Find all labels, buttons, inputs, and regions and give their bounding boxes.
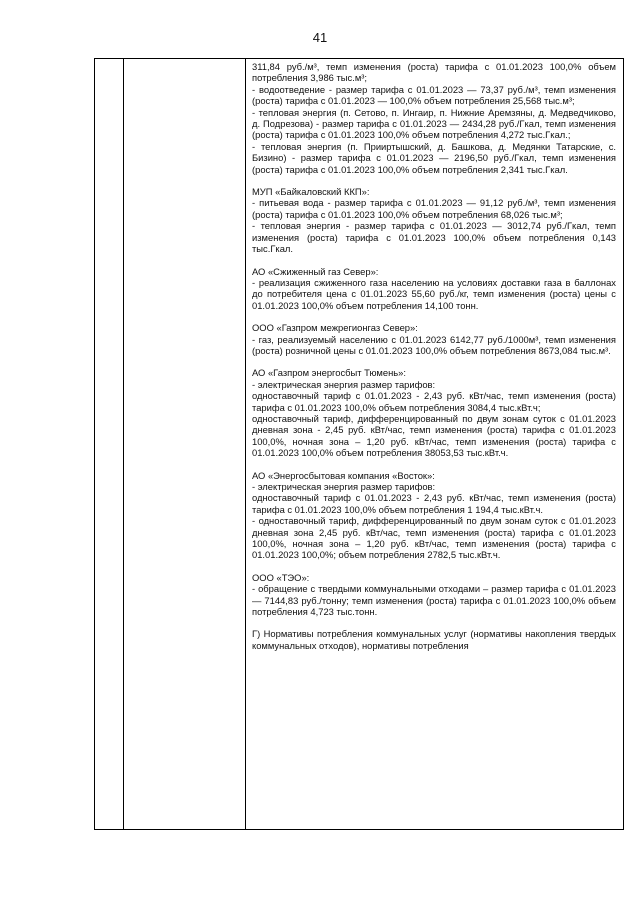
paragraph: АО «Газпром энергосбыт Тюмень»:: [252, 367, 406, 379]
paragraph: - газ, реализуемый населению с 01.01.2023 6142,77 руб./1000м³, темп изменения (роста) розничной цены с 01.01.2023 100,0% объем потребления 8673,084 тыс.м³.: [252, 333, 616, 356]
column-divider: [245, 59, 246, 829]
table-cell-content: [252, 61, 616, 651]
block-gap: [252, 311, 616, 322]
paragraph: - водоотведение - размер тарифа с 01.01.2023 — 73,37 руб./м³, темп изменения (роста) тарифа с 01.01.2023 — 100,0% объем потребления 25,568 тыс.м³;: [252, 83, 616, 107]
paragraph: одноставочный тариф, дифференцированный по двум зонам суток с 01.01.2023 дневная зона - 2,45 руб. кВт/час, темп изменения (роста) тарифа с 01.01.2023 100,0%, ночная зона – 1,20 руб. кВт/час, темп изменения (роста) тарифа с 01.01.2023 100,0% объем потребления 38053,53 тыс.кВт.ч.: [252, 412, 616, 459]
text-block: [252, 61, 616, 175]
page-number: 41: [312, 30, 328, 45]
paragraph: ООО «Газпром межрегионгаз Север»:: [252, 322, 418, 334]
paragraph: - тепловая энергия - размер тарифа с 01.01.2023 — 3012,74 руб./Гкал, темп изменения (роста) тарифа с 01.01.2023 100,0% объем потребления 0,143 тыс.Гкал.: [252, 220, 616, 255]
block-gap: [252, 459, 616, 470]
text-block: [252, 322, 616, 356]
paragraph: - обращение с твердыми коммунальными отходами – размер тарифа с 01.01.2023 — 7144,83 руб./тонну; темп изменения (роста) тарифа с 01.01.2023 100,0% объем потребления 4,723 тыс.тонн.: [252, 583, 616, 618]
paragraph: Г) Нормативы потребления коммунальных услуг (нормативы накопления твердых коммунальных отходов), нормативы потребления: [252, 628, 616, 651]
block-gap: [252, 255, 616, 266]
paragraph: - электрическая энергия размер тарифов:: [252, 481, 436, 492]
text-block: [252, 572, 616, 618]
paragraph: - одноставочный тариф, дифференцированный по двум зонам суток с 01.01.2023 дневная зона 2,45 руб. кВт/час, темп изменения (роста) тарифа с 01.01.2023 100,0%, ночная зона – 1,20 руб. кВт/час, темп изменения (роста) тарифа с 01.01.2023 100,0%; объем потребления 2782,5 тыс.кВт.ч.: [252, 515, 616, 561]
block-gap: [252, 561, 616, 572]
paragraph: - тепловая энергия (п. Прииртышский, д. Башкова, д. Медянки Татарские, с. Бизино) - размер тарифа с 01.01.2023 — 2196,50 руб./Гкал, темп изменения (роста) тарифа с 01.01.2023 100,0% объем потребления 2,341 тыс.Гкал.: [252, 140, 616, 175]
paragraph: МУП «Байкаловский ККП»:: [252, 186, 370, 198]
paragraph: - электрическая энергия размер тарифов:: [252, 378, 436, 390]
paragraph: АО «Сжиженный газ Север»:: [252, 265, 379, 277]
text-block: [252, 266, 616, 312]
paragraph: - тепловая энергия (п. Сетово, п. Ингаир, п. Нижние Аремзяны, д. Медведчиково, д. Подрезова) - размер тарифа с 01.01.2023 — 2434,28 руб./Гкал, темп изменения (роста) тарифа с 01.01.2023 100,0% объем потребления 4,272 тыс.Гкал.;: [252, 106, 616, 141]
text-block: [252, 470, 616, 561]
paragraph: одноставочный тариф с 01.01.2023 - 2,43 руб. кВт/час, темп изменения (роста) тарифа с 01.01.2023 100,0% объем потребления 1 194,4 тыс.кВт.ч.: [252, 492, 616, 515]
paragraph: - реализация сжиженного газа населению на условиях доставки газа в баллонах до потребителя цена с 01.01.2023 55,60 руб./кг, темп изменения (роста) цены с 01.01.2023 100,0% объем потребления 14,100 тонн.: [252, 276, 616, 311]
block-gap: [252, 175, 616, 186]
text-block: [252, 628, 616, 651]
paragraph: ООО «ТЭО»:: [252, 571, 310, 583]
block-gap: [252, 617, 616, 628]
paragraph: одноставочный тариф с 01.01.2023 - 2,43 руб. кВт/час, темп изменения (роста) тарифа с 01.01.2023 100,0% объем потребления 3084,4 тыс.кВт.ч;: [252, 390, 616, 413]
text-block: [252, 186, 616, 254]
paragraph: 311,84 руб./м³, темп изменения (роста) тарифа с 01.01.2023 100,0% объем потребления 3,986 тыс.м³;: [252, 61, 616, 84]
document-table: [94, 58, 624, 830]
paragraph: АО «Энергосбытовая компания «Восток»:: [252, 469, 435, 481]
column-divider: [123, 59, 124, 829]
text-block: [252, 367, 616, 458]
paragraph: - питьевая вода - размер тарифа с 01.01.2023 — 91,12 руб./м³, темп изменения (роста) тарифа с 01.01.2023 100,0% объем потребления 68,026 тыс.м³;: [252, 197, 616, 220]
block-gap: [252, 356, 616, 367]
